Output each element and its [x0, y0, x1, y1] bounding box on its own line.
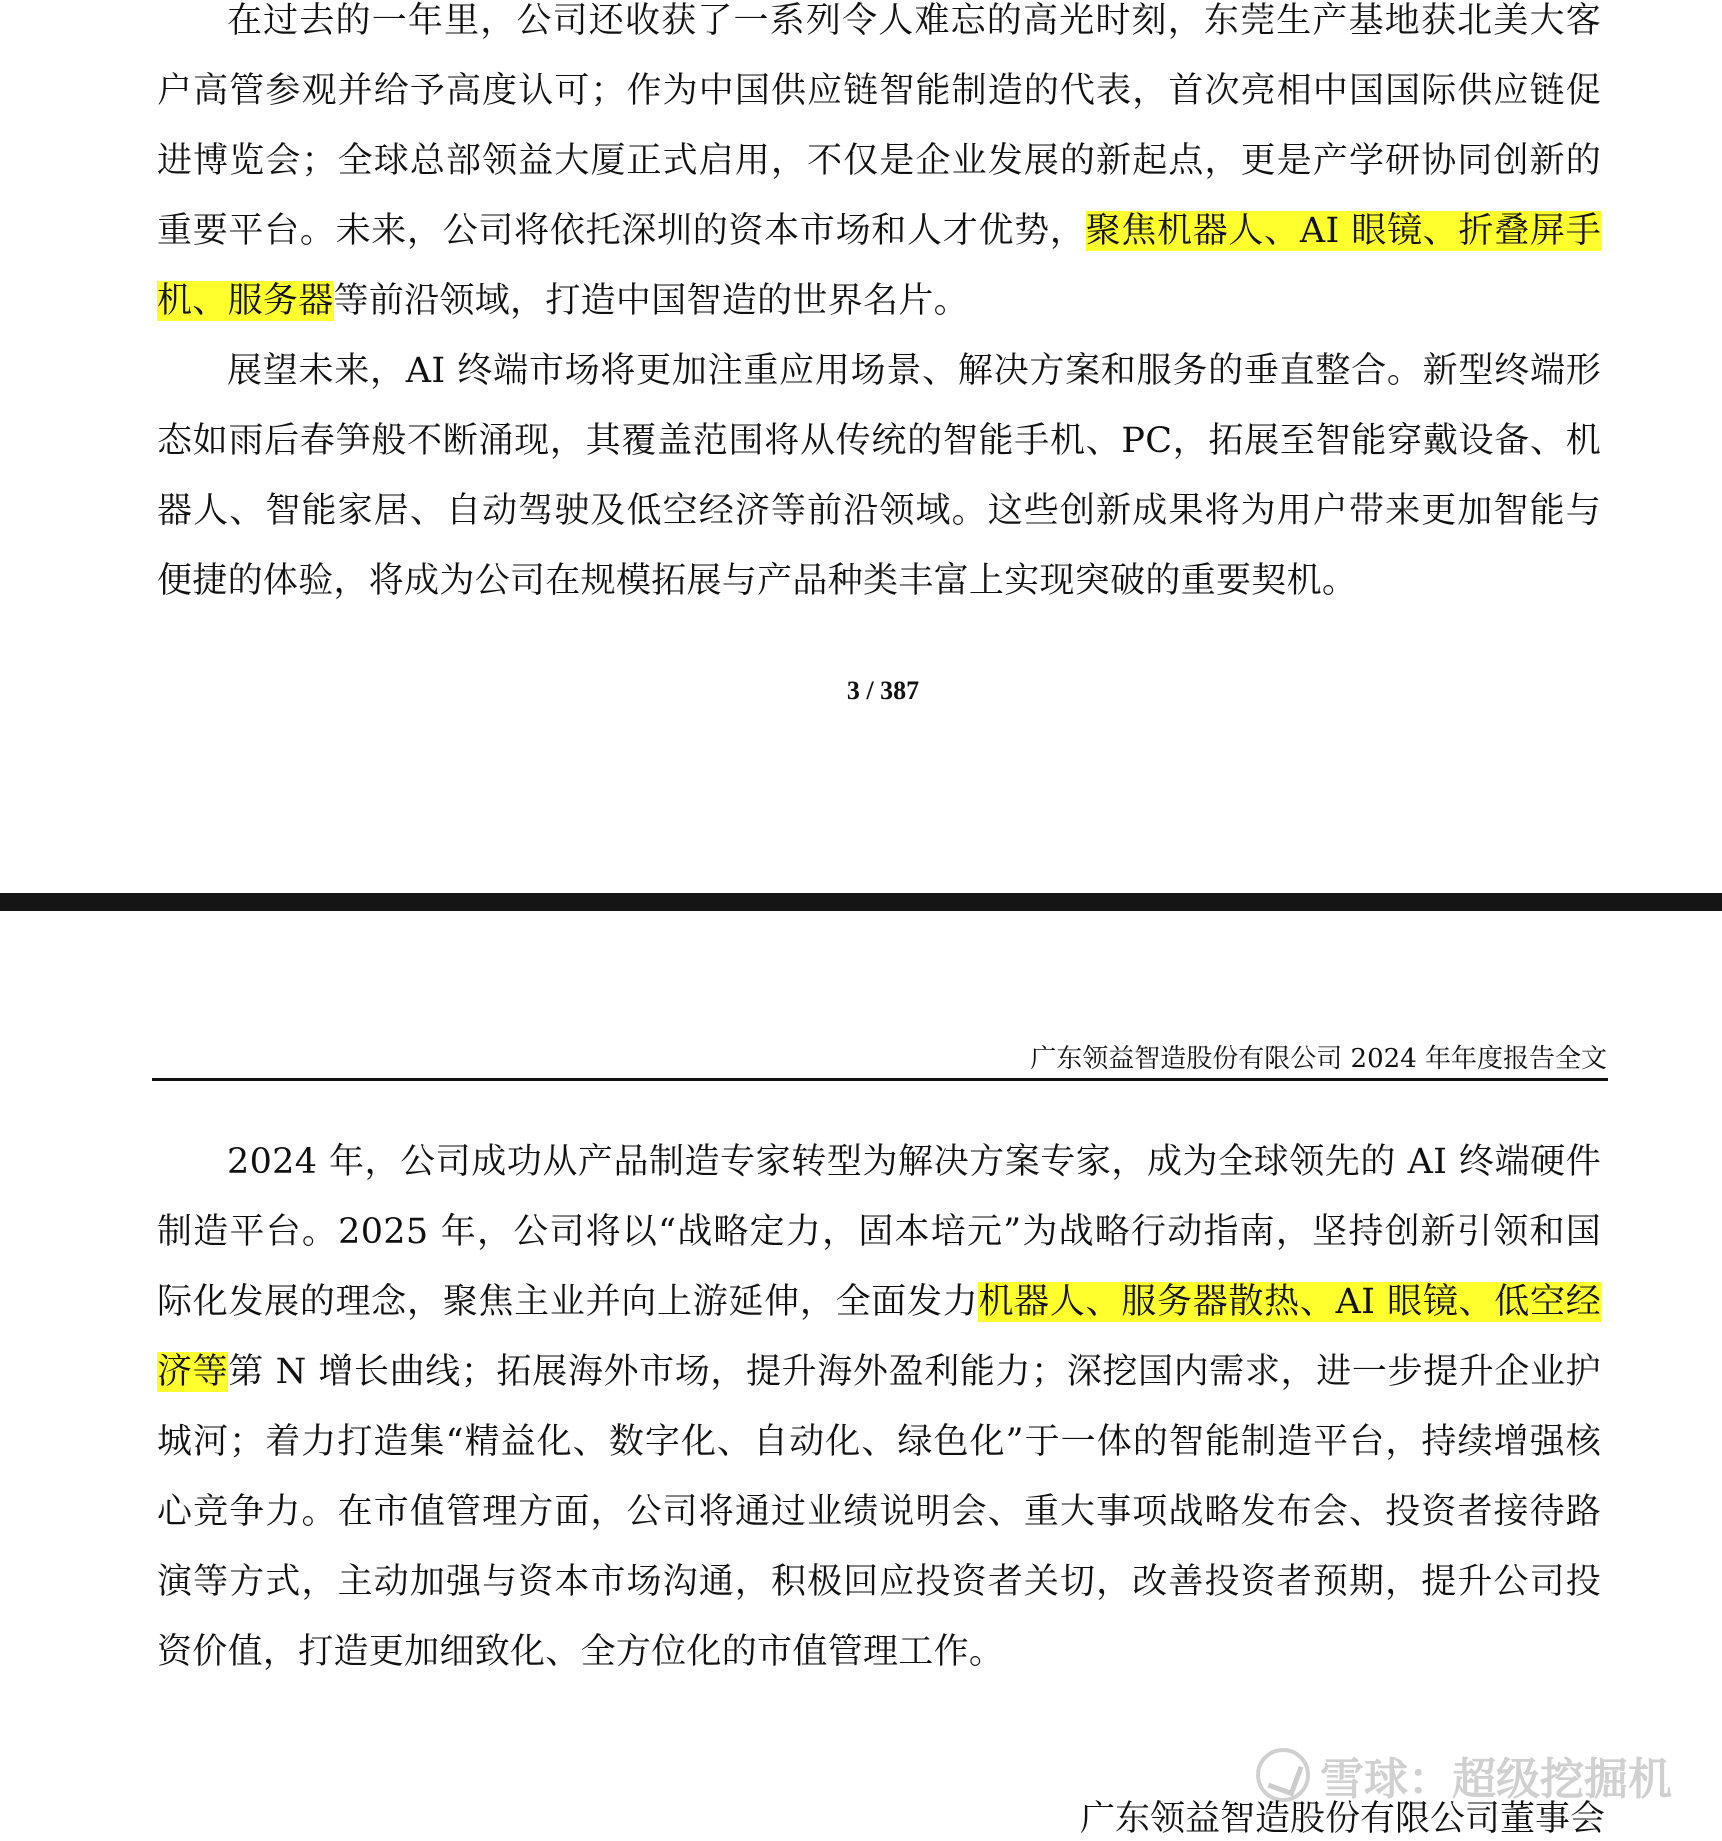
- paragraph-outlook: 展望未来，AI 终端市场将更加注重应用场景、解决方案和服务的垂直整合。新型终端形态如雨后春笋般不断涌现，其覆盖范围将从传统的智能手机、PC，拓展至智能穿戴设备、机器人、智能家居、自动驾驶及低空经济等前沿领域。这些创新成果将为用户带来更加智能与便捷的体验，将成为公司在规模拓展与产品种类丰富上实现突破的重要契机。: [157, 351, 1601, 601]
- page-separator: [0, 893, 1722, 911]
- running-header: 广东领益智造股份有限公司 2024 年年度报告全文: [1030, 1044, 1607, 1074]
- current-page: [0, 911, 1722, 1839]
- paragraph-text: 第 N 增长曲线；拓展海外市场，提升海外盈利能力；深挖国内需求，进一步提升企业护城河；着力打造集“精益化、数字化、自动化、绿色化”于一体的智能制造平台，持续增强核心竞争力。在市值管理方面，公司将通过业绩说明会、重大事项战略发布会、投资者接待路演等方式，主动加强与资本市场沟通，积极回应投资者关切，改善投资者预期，提升公司投资价值，打造更加细致化、全方位化的市值管理工作。: [157, 1352, 1601, 1672]
- board-signature: 广东领益智造股份有限公司董事会: [1079, 1799, 1605, 1839]
- paragraph-highlights: [157, 0, 1601, 336]
- highlighted-text: 机器人、服务器散热、AI 眼镜、低空经济等: [157, 1282, 1601, 1392]
- watermark-text: 雪球：超级挖掘机: [1320, 1754, 1672, 1805]
- paragraph-text: 2024 年，公司成功从产品制造专家转型为解决方案专家，成为全球领先的 AI 终端硬件制造平台。2025 年，公司将以“战略定力，固本培元”为战略行动指南，坚持创新引领和国际化发展的理念，聚焦主业并向上游延伸，全面发力: [157, 1142, 1601, 1322]
- page-number: 3 / 387: [846, 676, 920, 705]
- header-rule: [152, 1078, 1608, 1081]
- highlighted-text: 聚焦机器人、AI 眼镜、折叠屏手机、服务器: [157, 211, 1601, 321]
- paragraph-strategy: [157, 1127, 1601, 1687]
- paragraph-text: 在过去的一年里，公司还收获了一系列令人难忘的高光时刻，东莞生产基地获北美大客户高管参观并给予高度认可；作为中国供应链智能制造的代表，首次亮相中国国际供应链促进博览会；全球总部领益大厦正式启用，不仅是企业发展的新起点，更是产学研协同创新的重要平台。未来，公司将依托深圳的资本市场和人才优势，: [157, 1, 1601, 251]
- paragraph-text: 等前沿领域，打造中国智造的世界名片。: [333, 281, 969, 321]
- previous-page: [0, 0, 1722, 893]
